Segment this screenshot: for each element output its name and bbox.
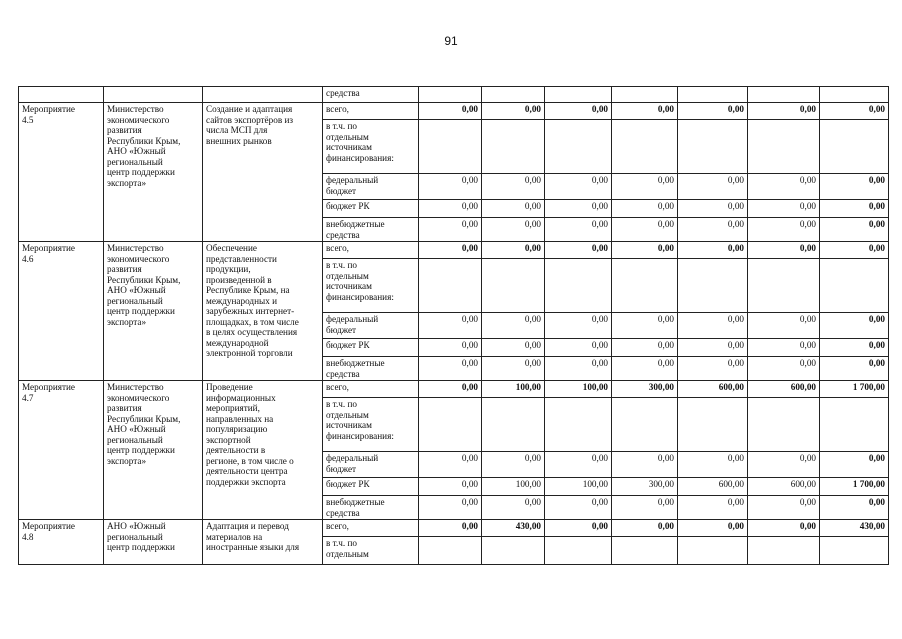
- empty-cell: [19, 87, 104, 103]
- value-cell: 0,00: [419, 452, 482, 478]
- source-cell: бюджет РК: [323, 200, 419, 218]
- empty-cell: [678, 120, 748, 174]
- empty-cell: [203, 87, 323, 103]
- value-cell: 0,00: [545, 218, 612, 242]
- event-cell: Мероприятие 4.7: [19, 381, 104, 520]
- value-cell: 0,00: [545, 313, 612, 339]
- empty-cell: [545, 398, 612, 452]
- value-cell: 0,00: [678, 452, 748, 478]
- description-cell: Создание и адаптация сайтов экспортёров из числа МСП для внешних рынков: [203, 103, 323, 242]
- budget-table: [18, 86, 889, 565]
- value-cell: 0,00: [419, 218, 482, 242]
- empty-cell: [748, 87, 820, 103]
- value-cell: 0,00: [545, 520, 612, 537]
- value-cell: 300,00: [612, 381, 678, 398]
- value-cell: 600,00: [678, 381, 748, 398]
- source-cell: бюджет РК: [323, 339, 419, 357]
- source-cell: внебюджетные средства: [323, 218, 419, 242]
- value-cell: 100,00: [545, 478, 612, 496]
- table-body: [19, 87, 889, 565]
- value-cell: 0,00: [482, 242, 545, 259]
- executor-cell: Министерство экономического развития Республики Крым, АНО «Южный региональный центр поддержки экспорта»: [104, 103, 203, 242]
- value-cell: 0,00: [545, 357, 612, 381]
- source-cell: федеральный бюджет: [323, 452, 419, 478]
- empty-cell: [820, 120, 889, 174]
- executor-cell: Министерство экономического развития Республики Крым, АНО «Южный региональный центр поддержки экспорта»: [104, 242, 203, 381]
- value-cell: 0,00: [482, 313, 545, 339]
- value-cell: 0,00: [612, 452, 678, 478]
- value-cell: 0,00: [748, 357, 820, 381]
- value-cell: 0,00: [820, 103, 889, 120]
- value-cell: 100,00: [545, 381, 612, 398]
- value-cell: 0,00: [820, 452, 889, 478]
- source-cell: в т.ч. по отдельным источникам финансирования:: [323, 120, 419, 174]
- empty-cell: [545, 120, 612, 174]
- value-cell: 0,00: [482, 218, 545, 242]
- value-cell: 0,00: [612, 200, 678, 218]
- empty-cell: [612, 537, 678, 565]
- source-cell: средства: [323, 87, 419, 103]
- source-cell: всего,: [323, 242, 419, 259]
- value-cell: 0,00: [545, 200, 612, 218]
- value-cell: 430,00: [820, 520, 889, 537]
- value-cell: 0,00: [820, 242, 889, 259]
- value-cell: 0,00: [748, 200, 820, 218]
- source-cell: всего,: [323, 520, 419, 537]
- value-cell: 0,00: [678, 242, 748, 259]
- value-cell: 0,00: [482, 103, 545, 120]
- value-cell: 0,00: [820, 339, 889, 357]
- value-cell: 0,00: [482, 200, 545, 218]
- value-cell: 0,00: [482, 452, 545, 478]
- empty-cell: [678, 87, 748, 103]
- value-cell: 0,00: [545, 496, 612, 520]
- value-cell: 0,00: [820, 218, 889, 242]
- empty-cell: [482, 398, 545, 452]
- source-cell: в т.ч. по отдельным источникам финансирования:: [323, 398, 419, 452]
- value-cell: 0,00: [419, 313, 482, 339]
- value-cell: 0,00: [748, 452, 820, 478]
- empty-cell: [482, 87, 545, 103]
- empty-cell: [419, 537, 482, 565]
- value-cell: 0,00: [612, 103, 678, 120]
- empty-cell: [820, 398, 889, 452]
- value-cell: 0,00: [419, 103, 482, 120]
- empty-cell: [612, 398, 678, 452]
- source-cell: всего,: [323, 381, 419, 398]
- empty-cell: [612, 259, 678, 313]
- value-cell: 0,00: [820, 174, 889, 200]
- empty-cell: [748, 398, 820, 452]
- empty-cell: [545, 87, 612, 103]
- value-cell: 0,00: [419, 357, 482, 381]
- source-cell: федеральный бюджет: [323, 313, 419, 339]
- value-cell: 0,00: [419, 520, 482, 537]
- value-cell: 0,00: [678, 496, 748, 520]
- description-cell: Проведение информационных мероприятий, направленных на популяризацию экспортной деятельности в регионе, в том числе о деятельности центра поддержки экспорта: [203, 381, 323, 520]
- value-cell: 0,00: [419, 381, 482, 398]
- value-cell: 0,00: [545, 242, 612, 259]
- empty-cell: [482, 259, 545, 313]
- value-cell: 0,00: [678, 218, 748, 242]
- empty-cell: [678, 537, 748, 565]
- empty-cell: [419, 398, 482, 452]
- source-cell: в т.ч. по отдельным источникам финансирования:: [323, 259, 419, 313]
- empty-cell: [820, 259, 889, 313]
- value-cell: 0,00: [678, 357, 748, 381]
- value-cell: 0,00: [419, 339, 482, 357]
- value-cell: 0,00: [678, 103, 748, 120]
- value-cell: 0,00: [545, 103, 612, 120]
- value-cell: 0,00: [419, 242, 482, 259]
- table-row: [19, 242, 889, 259]
- value-cell: 0,00: [419, 496, 482, 520]
- value-cell: 0,00: [820, 496, 889, 520]
- executor-cell: АНО «Южный региональный центр поддержки: [104, 520, 203, 565]
- empty-cell: [419, 120, 482, 174]
- event-cell: Мероприятие 4.6: [19, 242, 104, 381]
- empty-cell: [104, 87, 203, 103]
- empty-cell: [748, 537, 820, 565]
- event-cell: Мероприятие 4.8: [19, 520, 104, 565]
- value-cell: 0,00: [419, 200, 482, 218]
- value-cell: 0,00: [748, 242, 820, 259]
- value-cell: 430,00: [482, 520, 545, 537]
- value-cell: 0,00: [748, 496, 820, 520]
- value-cell: 100,00: [482, 381, 545, 398]
- value-cell: 0,00: [678, 174, 748, 200]
- value-cell: 600,00: [748, 478, 820, 496]
- value-cell: 0,00: [612, 339, 678, 357]
- value-cell: 0,00: [748, 218, 820, 242]
- description-cell: Адаптация и перевод материалов на иностранные языки для: [203, 520, 323, 565]
- value-cell: 0,00: [612, 520, 678, 537]
- empty-cell: [820, 87, 889, 103]
- value-cell: 0,00: [612, 496, 678, 520]
- value-cell: 0,00: [612, 357, 678, 381]
- value-cell: 600,00: [678, 478, 748, 496]
- value-cell: 0,00: [545, 339, 612, 357]
- source-cell: федеральный бюджет: [323, 174, 419, 200]
- value-cell: 1 700,00: [820, 381, 889, 398]
- value-cell: 1 700,00: [820, 478, 889, 496]
- value-cell: 100,00: [482, 478, 545, 496]
- source-cell: всего,: [323, 103, 419, 120]
- empty-cell: [419, 87, 482, 103]
- empty-cell: [612, 87, 678, 103]
- value-cell: 0,00: [820, 313, 889, 339]
- empty-cell: [419, 259, 482, 313]
- value-cell: 0,00: [545, 452, 612, 478]
- value-cell: 0,00: [678, 313, 748, 339]
- value-cell: 0,00: [748, 174, 820, 200]
- empty-cell: [678, 259, 748, 313]
- value-cell: 0,00: [748, 520, 820, 537]
- value-cell: 0,00: [482, 339, 545, 357]
- empty-cell: [545, 537, 612, 565]
- value-cell: 0,00: [678, 520, 748, 537]
- value-cell: 0,00: [482, 357, 545, 381]
- source-cell: бюджет РК: [323, 478, 419, 496]
- value-cell: 0,00: [482, 174, 545, 200]
- source-cell: в т.ч. по отдельным: [323, 537, 419, 565]
- source-cell: внебюджетные средства: [323, 496, 419, 520]
- value-cell: 0,00: [482, 496, 545, 520]
- event-cell: Мероприятие 4.5: [19, 103, 104, 242]
- value-cell: 0,00: [419, 478, 482, 496]
- table-row: [19, 103, 889, 120]
- empty-cell: [482, 537, 545, 565]
- empty-cell: [545, 259, 612, 313]
- empty-cell: [678, 398, 748, 452]
- description-cell: Обеспечение представленности продукции, произведенной в Республике Крым, на международных и зарубежных интернет- площадках, в том числе в целях осуществления международной электронной торговли: [203, 242, 323, 381]
- executor-cell: Министерство экономического развития Республики Крым, АНО «Южный региональный центр поддержки экспорта»: [104, 381, 203, 520]
- table-row: [19, 87, 889, 103]
- value-cell: 0,00: [678, 200, 748, 218]
- value-cell: 0,00: [820, 200, 889, 218]
- table-row: [19, 381, 889, 398]
- value-cell: 0,00: [748, 313, 820, 339]
- value-cell: 0,00: [748, 339, 820, 357]
- value-cell: 0,00: [612, 174, 678, 200]
- value-cell: 600,00: [748, 381, 820, 398]
- empty-cell: [820, 537, 889, 565]
- value-cell: 0,00: [419, 174, 482, 200]
- empty-cell: [748, 120, 820, 174]
- value-cell: 0,00: [612, 313, 678, 339]
- value-cell: 0,00: [612, 242, 678, 259]
- value-cell: 0,00: [820, 357, 889, 381]
- value-cell: 0,00: [612, 218, 678, 242]
- empty-cell: [482, 120, 545, 174]
- empty-cell: [748, 259, 820, 313]
- table-row: [19, 520, 889, 537]
- page-number: 91: [444, 34, 458, 48]
- value-cell: 0,00: [678, 339, 748, 357]
- value-cell: 0,00: [748, 103, 820, 120]
- source-cell: внебюджетные средства: [323, 357, 419, 381]
- value-cell: 300,00: [612, 478, 678, 496]
- value-cell: 0,00: [545, 174, 612, 200]
- empty-cell: [612, 120, 678, 174]
